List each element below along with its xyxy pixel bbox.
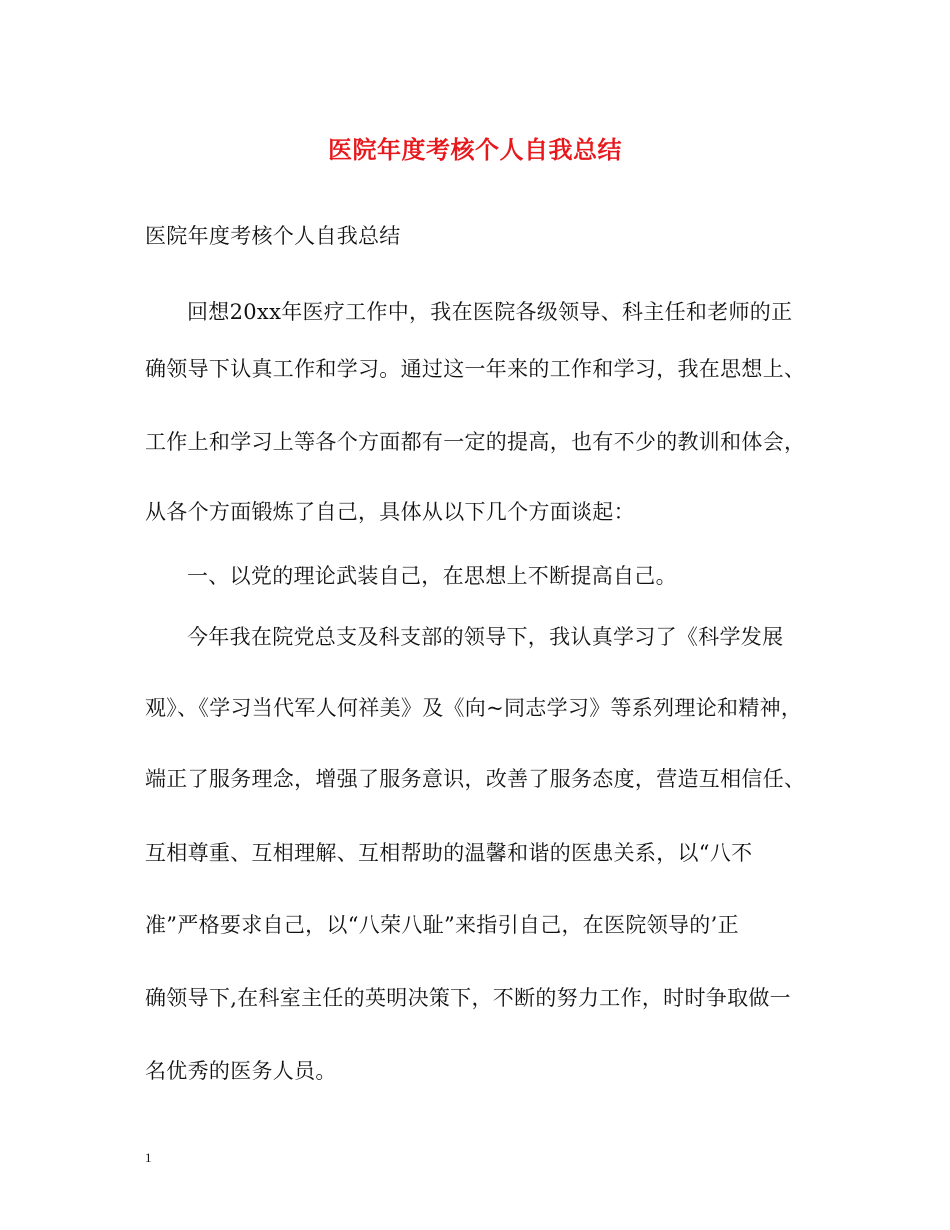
page-number: 1: [145, 1150, 152, 1165]
paragraph-line: 工作上和学习上等各个方面都有一定的提高，也有不少的教训和体会，: [145, 430, 806, 454]
section-heading: 一、以党的理论武装自己，在思想上不断提高自己。: [187, 564, 677, 588]
document-title: 医院年度考核个人自我总结: [328, 135, 622, 164]
paragraph-line: 今年我在院党总支及科支部的领导下，我认真学习了《科学发展: [187, 625, 784, 649]
paragraph-line: 观》、《学习当代军人何祥美》及《向~同志学习》等系列理论和精神，: [145, 696, 803, 720]
paragraph-line: 端正了服务理念，增强了服务意识，改善了服务态度，营造互相信任、: [145, 767, 806, 791]
paragraph-line: 从各个方面锻炼了自己，具体从以下几个方面谈起：: [145, 500, 635, 524]
paragraph-line: 回想20xx年医疗工作中，我在医院各级领导、科主任和老师的正: [187, 300, 793, 324]
paragraph-line: 名优秀的医务人员。: [145, 1059, 337, 1083]
paragraph-line: 准”严格要求自己，以“八荣八耻”来指引自己，在医院领导的’正: [145, 913, 739, 937]
paragraph-line: 确领导下认真工作和学习。通过这一年来的工作和学习，我在思想上、: [145, 357, 806, 381]
document-subtitle: 医院年度考核个人自我总结: [145, 224, 401, 248]
paragraph-line: 互相尊重、互相理解、互相帮助的温馨和谐的医患关系，以“八不: [145, 841, 753, 865]
paragraph-line: 确领导下,在科室主任的英明决策下，不断的努力工作，时时争取做一: [145, 986, 791, 1010]
